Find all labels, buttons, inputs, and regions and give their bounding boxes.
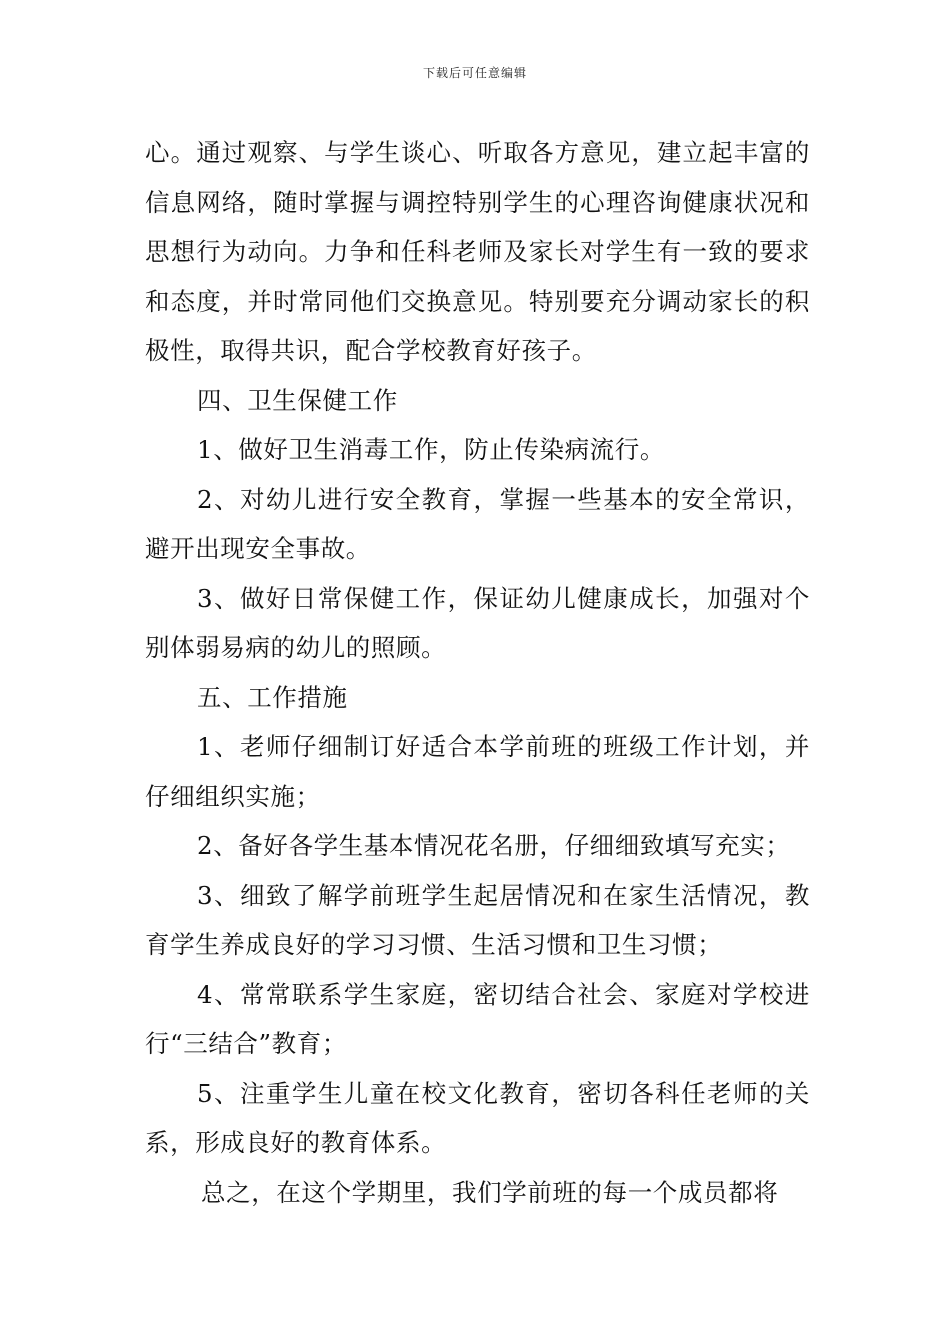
section-heading-measures: 五、工作措施 xyxy=(197,682,348,712)
list-item: 3、做好日常保健工作，保证幼儿健康成长，加强对个别体弱易病的幼儿的照顾。 xyxy=(145,583,810,662)
paragraph-conclusion: 总之，在这个学期里，我们学前班的每一个成员都将 xyxy=(201,1177,779,1207)
list-item: 1、老师仔细制订好适合本学前班的班级工作计划，并仔细组织实施； xyxy=(145,732,810,811)
list-item: 1、做好卫生消毒工作，防止传染病流行。 xyxy=(197,435,665,464)
list-item: 4、常常联系学生家庭，密切结合社会、家庭对学校进行“三结合”教育； xyxy=(145,979,810,1058)
list-item: 2、备好各学生基本情况花名册，仔细细致填写充实； xyxy=(197,831,791,860)
list-item: 3、细致了解学前班学生起居情况和在家生活情况，教育学生养成良好的学习习惯、生活习惯和卫生习惯； xyxy=(145,880,810,959)
list-item: 5、注重学生儿童在校文化教育，密切各科任老师的关系，形成良好的教育体系。 xyxy=(145,1078,810,1157)
paragraph-continuation: 心。通过观察、与学生谈心、听取各方意见，建立起丰富的信息网络，随时掌握与调控特别学生的心理咨询健康状况和思想行为动向。力争和任科老师及家长对学生有一致的要求和态度，并时常同他们交换意见。特别要充分调动家长的积极性，取得共识，配合学校教育好孩子。 xyxy=(145,138,810,365)
section-heading-hygiene: 四、卫生保健工作 xyxy=(197,385,398,415)
page-header: 下载后可任意编辑 xyxy=(422,66,527,80)
document-body xyxy=(145,128,810,1217)
list-item: 2、对幼儿进行安全教育，掌握一些基本的安全常识，避开出现安全事故。 xyxy=(145,484,810,563)
